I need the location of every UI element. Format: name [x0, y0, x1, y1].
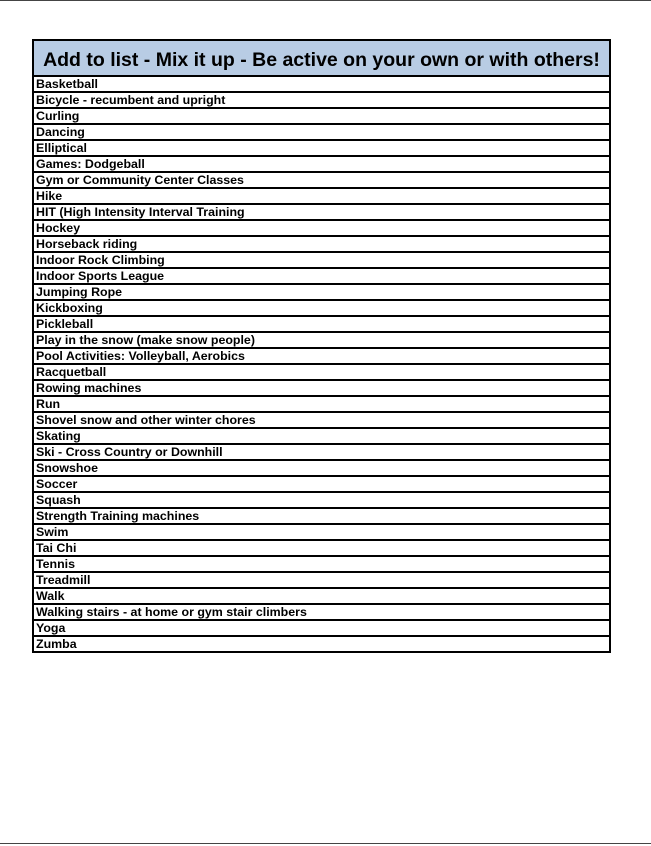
table-row: [33, 172, 610, 188]
activity-cell: Dancing: [33, 124, 610, 140]
table-row: [33, 572, 610, 588]
table-row: [33, 108, 610, 124]
table-row: [33, 204, 610, 220]
activity-cell: Basketball: [33, 76, 610, 92]
activity-cell: Soccer: [33, 476, 610, 492]
activity-cell: Jumping Rope: [33, 284, 610, 300]
activity-cell: Kickboxing: [33, 300, 610, 316]
activity-cell: HIT (High Intensity Interval Training: [33, 204, 610, 220]
table-row: [33, 444, 610, 460]
table-row: [33, 380, 610, 396]
activity-cell: Strength Training machines: [33, 508, 610, 524]
table-row: [33, 188, 610, 204]
table-row: [33, 316, 610, 332]
table-row: [33, 540, 610, 556]
table-row: [33, 588, 610, 604]
page-bottom-rule: [0, 843, 651, 844]
activity-cell: Snowshoe: [33, 460, 610, 476]
activity-cell: Pickleball: [33, 316, 610, 332]
table-row: [33, 348, 610, 364]
activity-cell: Rowing machines: [33, 380, 610, 396]
activity-cell: Horseback riding: [33, 236, 610, 252]
table-row: [33, 140, 610, 156]
table-row: [33, 636, 610, 652]
table-row: [33, 492, 610, 508]
activity-cell: Hike: [33, 188, 610, 204]
activity-cell: Swim: [33, 524, 610, 540]
table-row: [33, 460, 610, 476]
page-top-rule: [0, 0, 651, 1]
table-row: [33, 428, 610, 444]
activity-cell: Games: Dodgeball: [33, 156, 610, 172]
activity-list-table: [32, 39, 611, 653]
table-row: [33, 364, 610, 380]
table-row: [33, 220, 610, 236]
activity-cell: Hockey: [33, 220, 610, 236]
table-row: [33, 268, 610, 284]
table-row: [33, 92, 610, 108]
activity-cell: Shovel snow and other winter chores: [33, 412, 610, 428]
table-row: [33, 396, 610, 412]
activity-cell: Zumba: [36, 637, 77, 651]
table-row: [33, 620, 610, 636]
activity-rows: [33, 76, 610, 652]
activity-cell: Racquetball: [33, 364, 610, 380]
table-row: [33, 156, 610, 172]
table-row: [33, 284, 610, 300]
table-row: [33, 124, 610, 140]
activity-cell: Tennis: [33, 556, 610, 572]
activity-cell: Indoor Sports League: [33, 268, 610, 284]
activity-cell: Bicycle - recumbent and upright: [33, 92, 610, 108]
activity-cell: Run: [33, 396, 610, 412]
table-row: [33, 476, 610, 492]
activity-cell: Tai Chi: [33, 540, 610, 556]
table-row: [33, 300, 610, 316]
activity-cell: Gym or Community Center Classes: [33, 172, 610, 188]
table-row: [33, 332, 610, 348]
activity-cell: Pool Activities: Volleyball, Aerobics: [33, 348, 610, 364]
activity-cell: Walk: [33, 588, 610, 604]
table-row: [33, 508, 610, 524]
table-header-title: Add to list - Mix it up - Be active on your own or with others!: [33, 40, 610, 76]
table-row: [33, 236, 610, 252]
activity-cell: Curling: [33, 108, 610, 124]
activity-cell: Skating: [33, 428, 610, 444]
activity-cell: Elliptical: [33, 140, 610, 156]
table-row: [33, 524, 610, 540]
activity-cell: Walking stairs - at home or gym stair climbers: [33, 604, 610, 620]
table-row: [33, 604, 610, 620]
activity-cell: Yoga: [33, 620, 610, 636]
table-row: [33, 412, 610, 428]
activity-cell: Indoor Rock Climbing: [33, 252, 610, 268]
table-row: [33, 556, 610, 572]
activity-cell: Squash: [33, 492, 610, 508]
activity-cell: Treadmill: [33, 572, 610, 588]
table-row: [33, 76, 610, 92]
table-header-row: [33, 40, 610, 76]
activity-cell: Play in the snow (make snow people): [33, 332, 610, 348]
table-row: [33, 252, 610, 268]
activity-cell: Ski - Cross Country or Downhill: [33, 444, 610, 460]
